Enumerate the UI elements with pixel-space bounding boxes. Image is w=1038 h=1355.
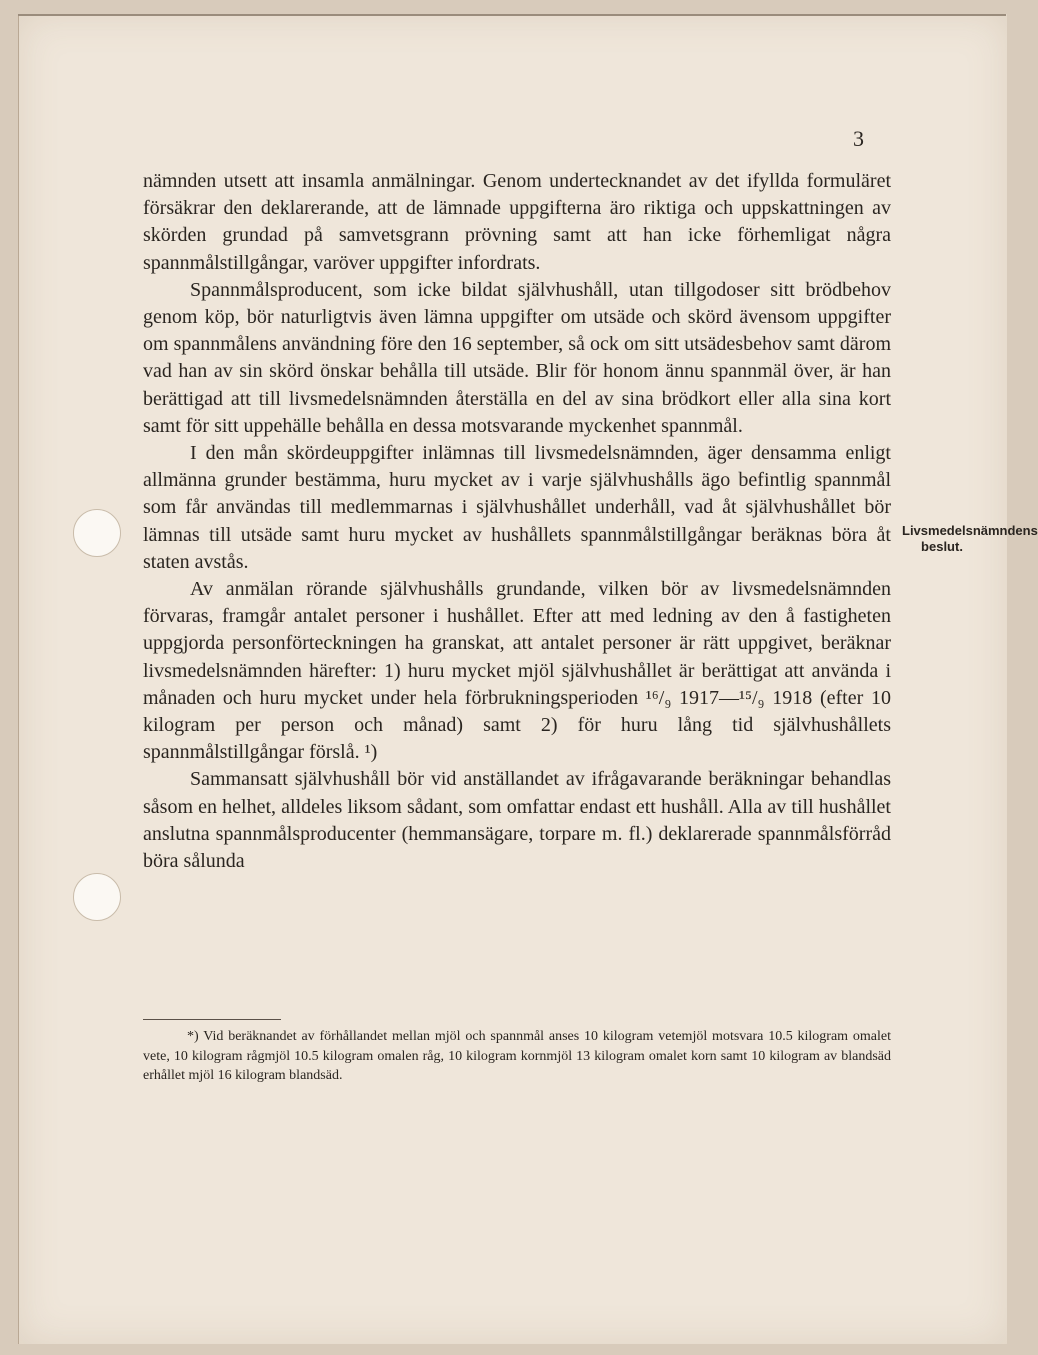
footnote: *) Vid beräknandet av förhållandet mellan mjöl och spannmål anses 10 kilogram vetemjöl motsvara 10.5 kilogram omalet vete, 10 kilogram rågmjöl 10.5 kilogram omalen råg, 10 kilogram kornmjöl 13 kilogram omalet korn samt 10 kilogram av blandsäd erhållet mjöl 16 kilogram blandsäd. — [143, 1029, 891, 1083]
paragraph-5: Sammansatt självhushåll bör vid anställandet av ifrågavarande beräkningar behandlas såsom en helhet, alldeles liksom sådant, som omfattar endast ett hushåll. Alla av till hushållet anslutna spannmålsproducenter (hemmansägare, torpare m. fl.) deklarerade spannmålsförråd böra sålunda — [143, 768, 891, 873]
margin-note: Livsmedelsnämndens beslut. — [902, 523, 1038, 554]
punch-hole-upper — [73, 509, 121, 557]
page-number: 3 — [853, 126, 864, 151]
paragraph-3: I den mån skördeuppgifter inlämnas till livsmedelsnämnden, äger densamma enligt allmänna grunder bestämma, huru mycket av i varje självhushålls ägo befintlig spannmål som får användas till medlemmarnas i självhushållet underhåll, vad åt självhushållet bör lämnas till utsäde samt huru mycket av hushållets spannmålstillgångar beräknas böra åt staten avstås. — [143, 442, 891, 573]
paragraph-1: nämnden utsett att insamla anmälningar. Genom undertecknandet av det ifyllda formuläret försäkrar den deklarerande, att de lämnade uppgifterna äro riktiga och uppskattningen av skörden grundad på samvetsgrann prövning samt att han icke förhemligat några spannmålstillgångar, varöver uppgifter infordrats. — [143, 170, 891, 274]
paragraph-2: Spannmålsproducent, som icke bildat självhushåll, utan tillgodoser sitt brödbehov genom köp, bör naturligtvis även lämna uppgifter om utsäde och skörd ävensom uppgifter om spannmålens användning före den 16 september, så ock om sitt utsädesbehov samt därom vad han av sin skörd önskar behålla till utsäde. Blir för honom ännu spannmäl över, är han berättigad att till livsmedelsnämnden återställa en del av sina brödkort eller alla sina kort samt för sitt uppehälle behålla en dessa motsvarande myckenhet spannmål. — [143, 278, 891, 437]
body-text — [143, 168, 891, 875]
page-top-edge — [18, 14, 1006, 16]
footnote-rule — [143, 1019, 281, 1020]
paragraph-4: Av anmälan rörande självhushålls grundande, vilken bör av livsmedelsnämnden förvaras, framgår antalet personer i hushållet. Efter att med ledning av den å fastigheten uppgjorda personförteckningen ha granskat, att antalet personer är rätt uppgivet, beräknar livsmedelsnämnden härefter: 1) huru mycket mjöl självhushållet är berättigat att använda i månaden och huru mycket under hela förbrukningsperioden ¹⁶/₉ 1917—¹⁵/₉ 1918 (efter 10 kilogram per person och månad) samt 2) för huru lång tid självhushållets spannmålstillgångar förslå. ¹) — [143, 578, 891, 764]
punch-hole-lower — [73, 873, 121, 921]
